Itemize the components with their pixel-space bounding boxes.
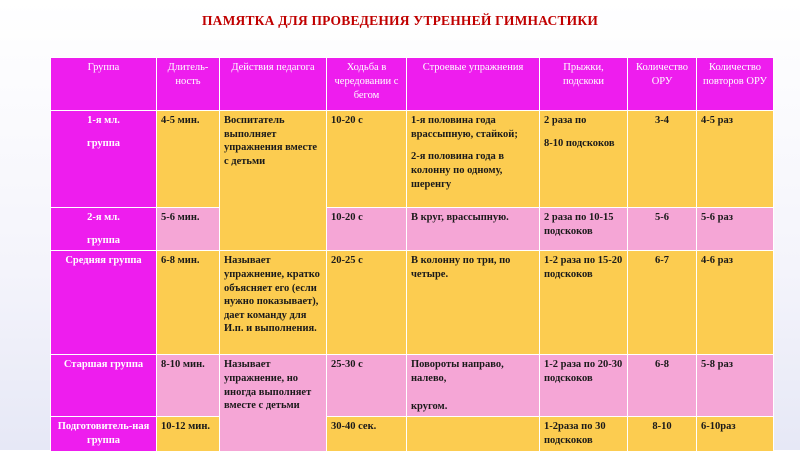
repeats-cell: 5-6 раз (697, 208, 774, 251)
count-cell: 3-4 (628, 111, 697, 208)
jumps-cell (540, 111, 628, 208)
teacher-cell: Называет упражнение, кратко объясняет его (если нужно показывает), дает команду для И.п. и выполнения. (220, 251, 327, 355)
group-label-line2: группа (86, 137, 121, 149)
duration-cell: 8-10 мин. (157, 355, 220, 417)
gymnastics-table (50, 57, 774, 452)
jumps-cell: 1-2раза по 30 подскоков (540, 417, 628, 452)
walking-cell: 10-20 с (327, 111, 407, 208)
header-jumps: Прыжки, подскоки (540, 58, 628, 111)
header-formation: Строевые упражнения (407, 58, 540, 111)
formation-line2: 2-я половина года в колонну по одному, шеренгу (411, 151, 505, 190)
header-duration: Длитель-ность (157, 58, 220, 111)
formation-line1: Повороты направо, налево, (411, 359, 504, 384)
table-row (51, 208, 774, 251)
jumps-line1: 2 раза по (544, 115, 587, 126)
jumps-cell: 1-2 раза по 20-30 подскоков (540, 355, 628, 417)
group-cell: Подготовитель-ная группа (51, 417, 157, 452)
group-cell: Старшая группа (51, 355, 157, 417)
formation-line1: 1-я половина года врассыпную, стайкой; (411, 115, 518, 140)
teacher-cell: Воспитатель выполняет упражнения вместе с детьми (220, 111, 327, 251)
repeats-cell: 4-5 раз (697, 111, 774, 208)
teacher-cell: Называет упражнение, но иногда выполняет вместе с детьми (220, 355, 327, 452)
count-cell: 6-7 (628, 251, 697, 355)
formation-cell: В круг, врассыпную. (407, 208, 540, 251)
repeats-cell: 5-8 раз (697, 355, 774, 417)
jumps-cell: 1-2 раза по 15-20 подскоков (540, 251, 628, 355)
count-cell: 8-10 (628, 417, 697, 452)
formation-line2: кругом. (411, 400, 448, 412)
group-label-line1: 1-я мл. (87, 115, 120, 126)
jumps-cell: 2 раза по 10-15 подскоков (540, 208, 628, 251)
table-row (51, 111, 774, 208)
table-row (51, 355, 774, 417)
table-row (51, 417, 774, 452)
group-cell (51, 208, 157, 251)
formation-cell (407, 355, 540, 417)
walking-cell: 30-40 сек. (327, 417, 407, 452)
walking-cell: 20-25 с (327, 251, 407, 355)
repeats-cell: 4-6 раз (697, 251, 774, 355)
header-repeats: Количество повторов ОРУ (697, 58, 774, 111)
walking-cell: 25-30 с (327, 355, 407, 417)
table-row (51, 251, 774, 355)
header-teacher: Действия педагога (220, 58, 327, 111)
group-label-line1: 2-я мл. (87, 212, 120, 223)
formation-cell (407, 111, 540, 208)
duration-cell: 5-6 мин. (157, 208, 220, 251)
duration-cell: 4-5 мин. (157, 111, 220, 208)
count-cell: 5-6 (628, 208, 697, 251)
group-cell: Средняя группа (51, 251, 157, 355)
repeats-cell: 6-10раз (697, 417, 774, 452)
group-label-line2: группа (86, 234, 121, 246)
formation-cell (407, 417, 540, 452)
jumps-line2: 8-10 подскоков (544, 137, 615, 149)
header-row (51, 58, 774, 111)
count-cell: 6-8 (628, 355, 697, 417)
header-walking: Ходьба в чередовании с бегом (327, 58, 407, 111)
page-title: ПАМЯТКА ДЛЯ ПРОВЕДЕНИЯ УТРЕННЕЙ ГИМНАСТИКИ (201, 13, 599, 28)
walking-cell: 10-20 с (327, 208, 407, 251)
header-count: Количество ОРУ (628, 58, 697, 111)
group-cell (51, 111, 157, 208)
duration-cell: 6-8 мин. (157, 251, 220, 355)
formation-cell: В колонну по три, по четыре. (407, 251, 540, 355)
header-group: Группа (51, 58, 157, 111)
duration-cell: 10-12 мин. (157, 417, 220, 452)
